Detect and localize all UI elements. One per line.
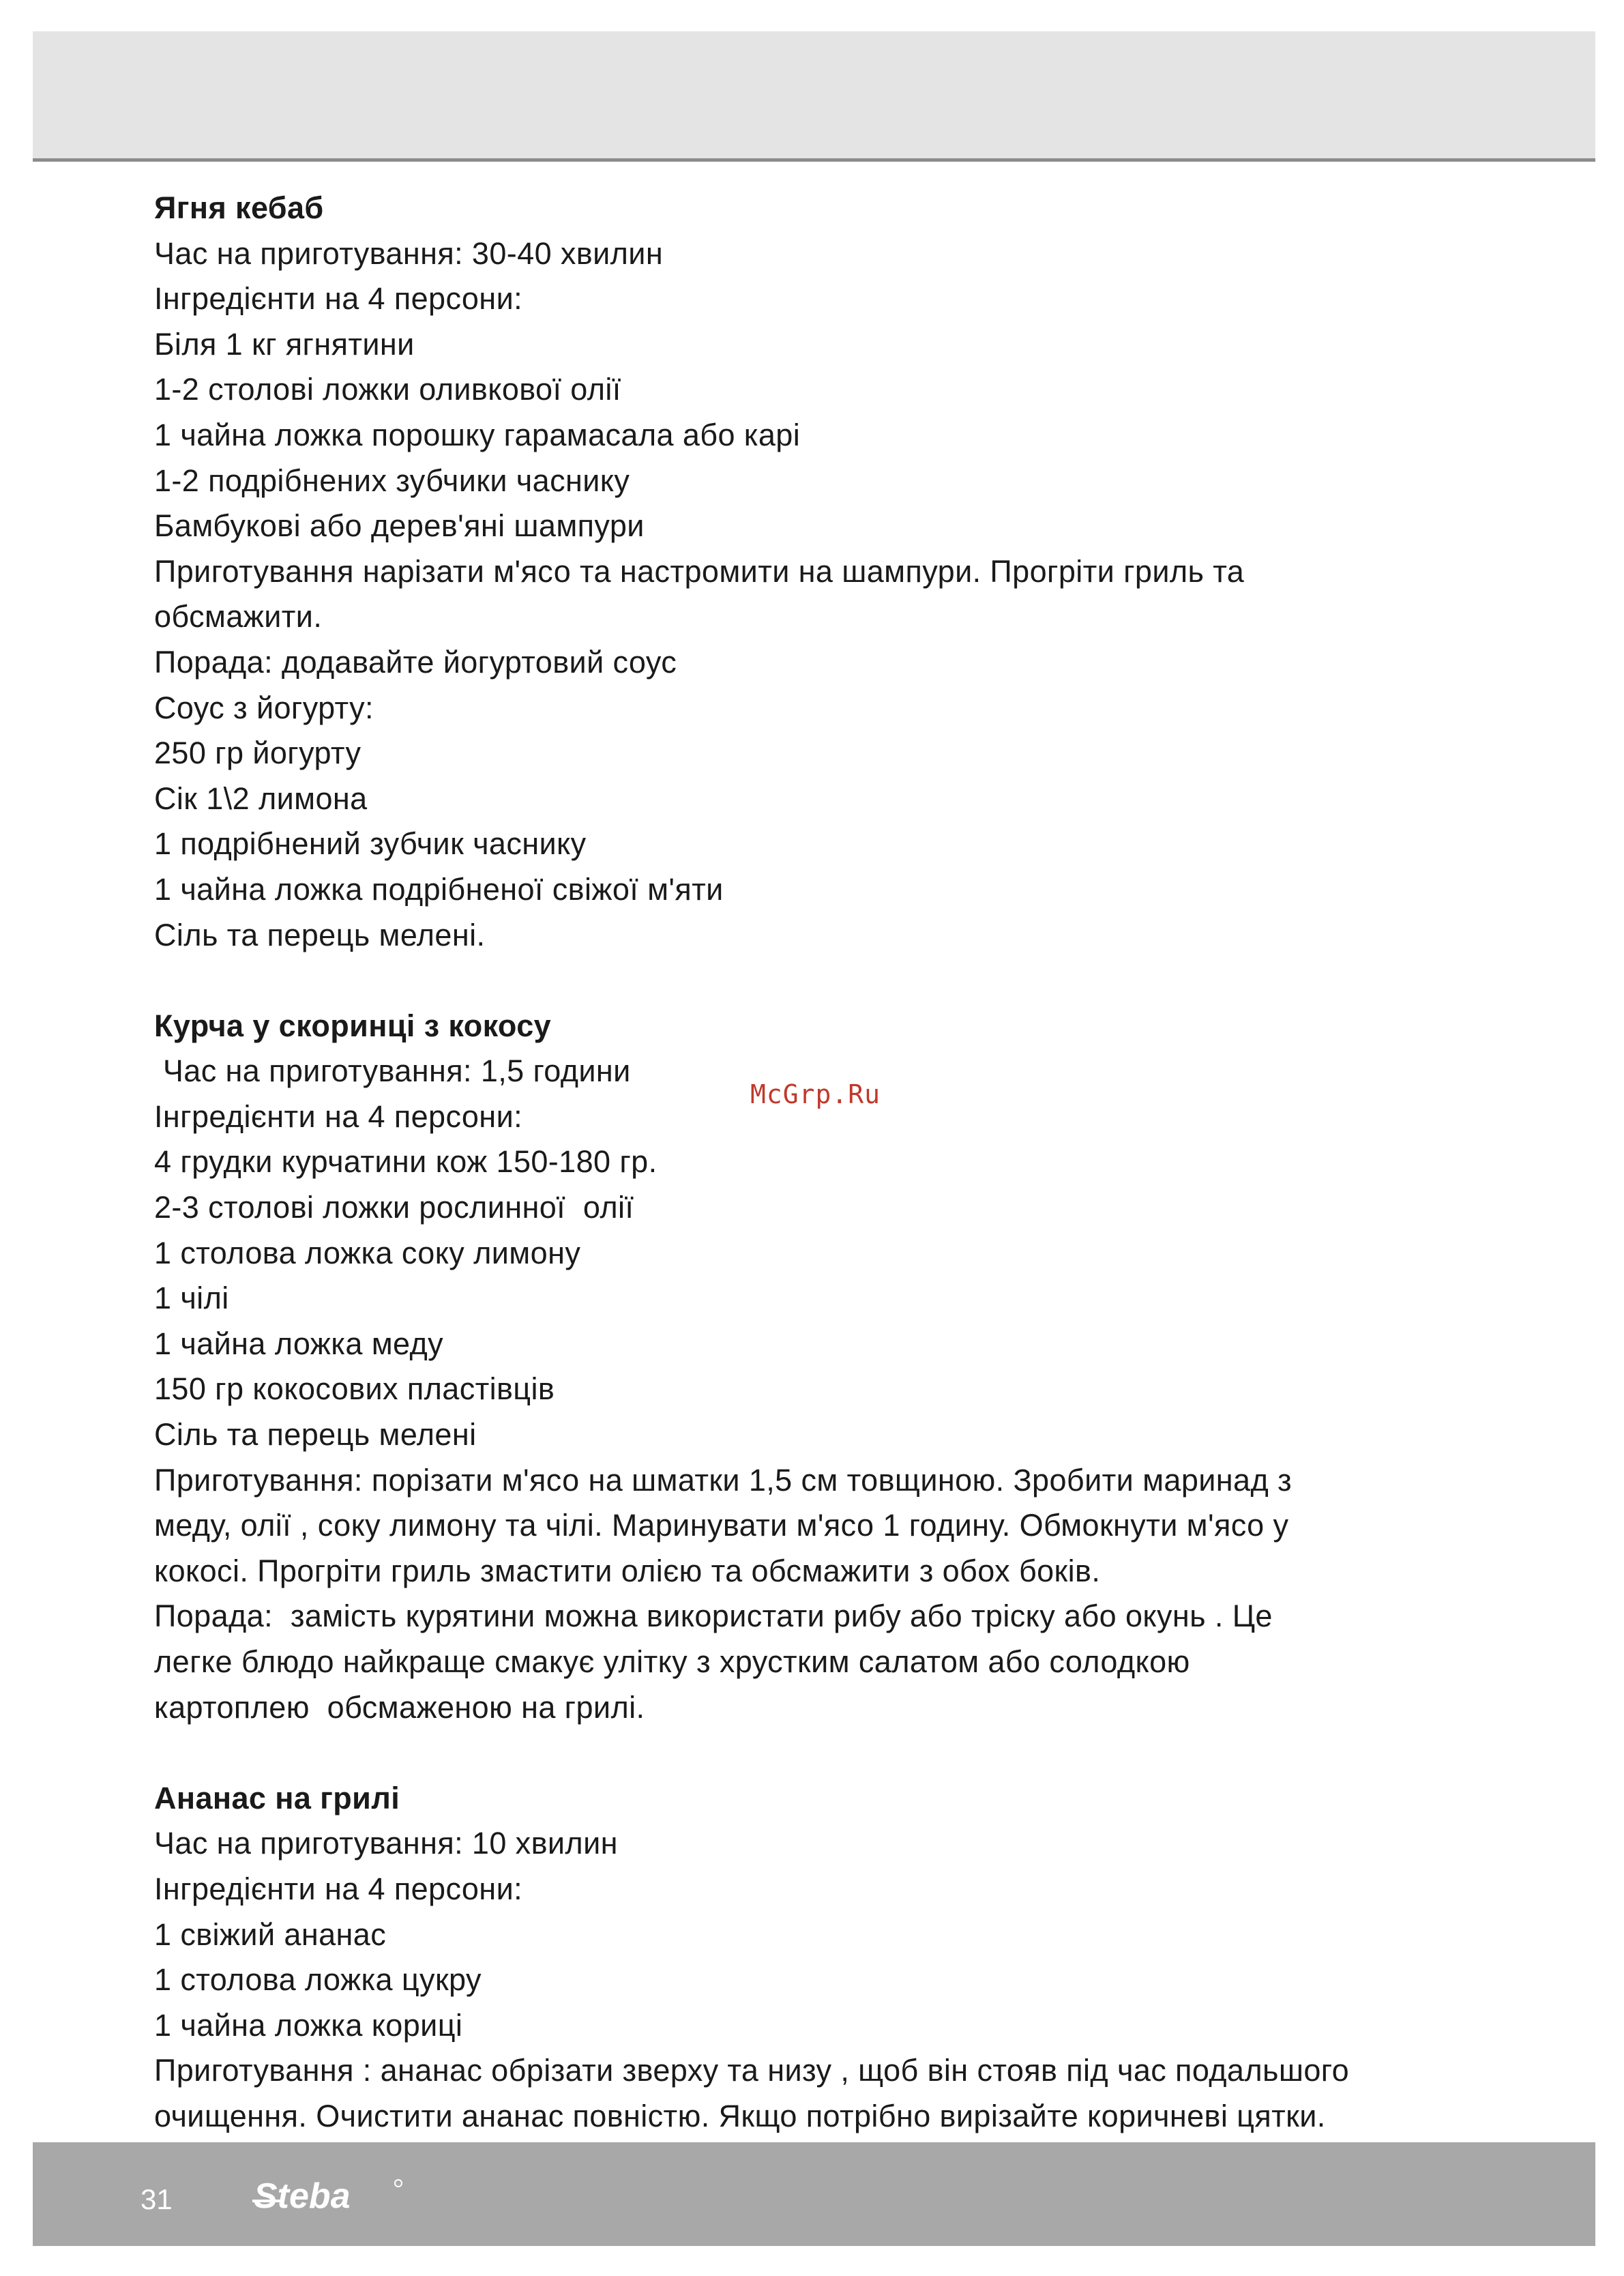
recipe-title: Ягня кебаб xyxy=(154,190,324,225)
header-band xyxy=(33,31,1595,162)
recipe-line: 1-2 подрібнених зубчики часнику xyxy=(154,463,630,498)
recipe-line: 1 чілі xyxy=(154,1281,229,1316)
recipe-line: 1 чайна ложка меду xyxy=(154,1326,444,1361)
recipe-line: 1 чайна ложка подрібненої свіжої м'яти xyxy=(154,871,724,907)
recipe-line: 4 грудки курчатини кож 150-180 гр. xyxy=(154,1144,658,1180)
recipe-line: легке блюдо найкраще смакує улітку з хрустким салатом або солодкою xyxy=(154,1644,1190,1679)
recipe-line: Порада: додавайте йогуртовий соус xyxy=(154,644,677,680)
recipe-line: 2-3 столові ложки рослинної олії xyxy=(154,1190,634,1225)
recipe-section xyxy=(154,1776,1518,2140)
recipe-line: 1 свіжий ананас xyxy=(154,1916,387,1952)
recipe-line: 1 столова ложка цукру xyxy=(154,1962,482,1998)
recipe-line: Інгредієнти на 4 персони: xyxy=(154,1871,523,1906)
recipe-line: Час на приготування: 1,5 години xyxy=(154,1053,631,1089)
recipe-line: 1 чайна ложка порошку гарамасала або карі xyxy=(154,417,801,452)
recipe-line: Інгредієнти на 4 персони: xyxy=(154,281,523,317)
recipe-line: Сік 1\2 лимона xyxy=(154,780,368,816)
section-spacer xyxy=(154,958,1518,1004)
recipe-line: Приготування: порізати м'ясо на шматки 1,5 см товщиною. Зробити маринад з xyxy=(154,1462,1293,1498)
recipe-line: меду, олії , соку лимону та чілі. Маринувати м'ясо 1 годину. Обмокнути м'ясо у xyxy=(154,1508,1289,1543)
logo-wordmark: Steba xyxy=(254,2176,351,2216)
recipe-line: 1 чайна ложка кориці xyxy=(154,2007,463,2043)
recipe-line: Біля 1 кг ягнятини xyxy=(154,326,415,362)
steba-logo xyxy=(247,2174,411,2221)
recipe-line: 250 гр йогурту xyxy=(154,735,361,771)
recipe-line: очищення. Очистити ананас повністю. Якщо потрібно вирізайте коричневі цятки. xyxy=(154,2098,1326,2133)
recipe-title: Ананас на грилі xyxy=(154,1780,400,1815)
recipe-line: 150 гр кокосових пластівців xyxy=(154,1371,555,1407)
recipe-line: Приготування нарізати м'ясо та настромити на шампури. Прогріти гриль та xyxy=(154,553,1245,589)
recipe-section xyxy=(154,1004,1518,1731)
recipe-line: обсмажити. xyxy=(154,599,323,634)
recipe-line: Час на приготування: 30-40 хвилин xyxy=(154,235,664,271)
recipe-line: картоплею обсмаженою на грилі. xyxy=(154,1689,645,1725)
section-spacer xyxy=(154,1730,1518,1776)
recipe-line: Сіль та перець мелені xyxy=(154,1417,477,1453)
recipe-line: 1-2 столові ложки оливкової олії xyxy=(154,372,621,407)
recipe-line: кокосі. Прогріти гриль змастити олією та обсмажити з обох боків. xyxy=(154,1553,1101,1588)
recipe-line: 1 столова ложка соку лимону xyxy=(154,1235,581,1270)
page-content xyxy=(154,186,1518,2140)
recipe-line: Бамбукові або дерев'яні шампури xyxy=(154,508,645,544)
recipe-line: 1 подрібнений зубчик часнику xyxy=(154,826,587,862)
recipe-title: Курча у скоринці з кокосу xyxy=(154,1008,552,1043)
recipe-line: Сіль та перець мелені. xyxy=(154,917,486,952)
recipe-line: Інгредієнти на 4 персони: xyxy=(154,1098,523,1134)
recipe-line: Порада: замість курятини можна використати рибу або тріску або окунь . Це xyxy=(154,1599,1273,1634)
watermark: McGrp.Ru xyxy=(750,1079,881,1109)
recipe-line: Час на приготування: 10 хвилин xyxy=(154,1826,618,1861)
recipe-line: Соус з йогурту: xyxy=(154,690,374,725)
recipe-section xyxy=(154,186,1518,958)
registered-mark-icon xyxy=(395,2180,402,2187)
page-number: 31 xyxy=(141,2183,173,2215)
recipe-line: Приготування : ананас обрізати зверху та низу , щоб він стояв під час подальшого xyxy=(154,2053,1350,2088)
